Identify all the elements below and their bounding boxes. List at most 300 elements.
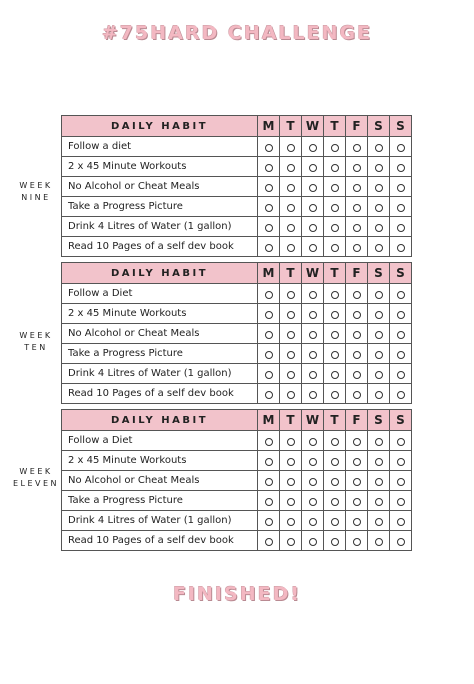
day-cell bbox=[368, 491, 390, 511]
checkbox-circle-icon[interactable] bbox=[309, 351, 317, 359]
checkbox-circle-icon[interactable] bbox=[265, 224, 273, 232]
day-cell bbox=[368, 237, 390, 257]
checkbox-circle-icon[interactable] bbox=[353, 371, 361, 379]
day-cell bbox=[390, 384, 412, 404]
day-cell bbox=[280, 431, 302, 451]
checkbox-circle-icon[interactable] bbox=[287, 144, 295, 152]
checkbox-circle-icon[interactable] bbox=[287, 498, 295, 506]
checkbox-circle-icon[interactable] bbox=[375, 204, 383, 212]
day-header: M bbox=[258, 116, 280, 137]
checkbox-circle-icon[interactable] bbox=[353, 538, 361, 546]
checkbox-circle-icon[interactable] bbox=[375, 438, 383, 446]
finished-banner: FINISHED! bbox=[172, 583, 302, 605]
checkbox-circle-icon[interactable] bbox=[353, 184, 361, 192]
day-cell bbox=[324, 197, 346, 217]
day-header: M bbox=[258, 263, 280, 284]
daily-habit-header: DAILY HABIT bbox=[62, 116, 258, 137]
day-header: F bbox=[346, 116, 368, 137]
checkbox-circle-icon[interactable] bbox=[309, 164, 317, 172]
checkbox-circle-icon[interactable] bbox=[287, 351, 295, 359]
day-cell bbox=[280, 344, 302, 364]
checkbox-circle-icon[interactable] bbox=[375, 458, 383, 466]
table-row bbox=[62, 491, 412, 511]
checkbox-circle-icon[interactable] bbox=[309, 538, 317, 546]
day-cell bbox=[280, 531, 302, 551]
week-label-line: WEEK bbox=[19, 331, 53, 340]
checkbox-circle-icon[interactable] bbox=[353, 331, 361, 339]
day-cell bbox=[302, 471, 324, 491]
checkbox-circle-icon[interactable] bbox=[375, 538, 383, 546]
week-label-line: NINE bbox=[21, 193, 51, 202]
checkbox-circle-icon[interactable] bbox=[397, 478, 405, 486]
habit-name: Follow a Diet bbox=[62, 284, 258, 304]
checkbox-circle-icon[interactable] bbox=[287, 164, 295, 172]
day-cell bbox=[390, 137, 412, 157]
checkbox-circle-icon[interactable] bbox=[309, 458, 317, 466]
checkbox-circle-icon[interactable] bbox=[265, 438, 273, 446]
checkbox-circle-icon[interactable] bbox=[375, 244, 383, 252]
day-header: S bbox=[368, 263, 390, 284]
checkbox-circle-icon[interactable] bbox=[265, 164, 273, 172]
day-cell bbox=[258, 384, 280, 404]
checkbox-circle-icon[interactable] bbox=[331, 291, 339, 299]
day-cell bbox=[280, 217, 302, 237]
day-header: W bbox=[302, 410, 324, 431]
day-cell bbox=[324, 451, 346, 471]
day-header: S bbox=[390, 263, 412, 284]
day-cell bbox=[390, 197, 412, 217]
checkbox-circle-icon[interactable] bbox=[287, 538, 295, 546]
checkbox-circle-icon[interactable] bbox=[309, 184, 317, 192]
day-cell bbox=[258, 157, 280, 177]
checkbox-circle-icon[interactable] bbox=[375, 291, 383, 299]
day-cell bbox=[390, 364, 412, 384]
day-cell bbox=[280, 177, 302, 197]
checkbox-circle-icon[interactable] bbox=[265, 498, 273, 506]
day-cell bbox=[258, 364, 280, 384]
checkbox-circle-icon[interactable] bbox=[375, 144, 383, 152]
day-cell bbox=[346, 157, 368, 177]
habit-name: Drink 4 Litres of Water (1 gallon) bbox=[62, 217, 258, 237]
day-cell bbox=[258, 197, 280, 217]
checkbox-circle-icon[interactable] bbox=[287, 371, 295, 379]
table-row bbox=[62, 471, 412, 491]
checkbox-circle-icon[interactable] bbox=[331, 371, 339, 379]
page-title: #75HARD CHALLENGE bbox=[101, 22, 373, 44]
habit-name: Drink 4 Litres of Water (1 gallon) bbox=[62, 511, 258, 531]
habit-name: Read 10 Pages of a self dev book bbox=[62, 384, 258, 404]
table-row bbox=[62, 531, 412, 551]
checkbox-circle-icon[interactable] bbox=[309, 498, 317, 506]
week-label-line: ELEVEN bbox=[12, 479, 60, 488]
day-cell bbox=[258, 237, 280, 257]
day-cell bbox=[302, 217, 324, 237]
table-row bbox=[62, 344, 412, 364]
checkbox-circle-icon[interactable] bbox=[353, 244, 361, 252]
checkbox-circle-icon[interactable] bbox=[287, 204, 295, 212]
table-row bbox=[62, 431, 412, 451]
day-cell bbox=[346, 384, 368, 404]
day-cell bbox=[390, 157, 412, 177]
day-cell bbox=[346, 217, 368, 237]
day-cell bbox=[258, 324, 280, 344]
checkbox-circle-icon[interactable] bbox=[265, 351, 273, 359]
checkbox-circle-icon[interactable] bbox=[287, 184, 295, 192]
checkbox-circle-icon[interactable] bbox=[397, 204, 405, 212]
checkbox-circle-icon[interactable] bbox=[265, 184, 273, 192]
checkbox-circle-icon[interactable] bbox=[265, 204, 273, 212]
checkbox-circle-icon[interactable] bbox=[331, 244, 339, 252]
day-cell bbox=[258, 451, 280, 471]
checkbox-circle-icon[interactable] bbox=[309, 144, 317, 152]
checkbox-circle-icon[interactable] bbox=[287, 311, 295, 319]
checkbox-circle-icon[interactable] bbox=[397, 458, 405, 466]
checkbox-circle-icon[interactable] bbox=[375, 478, 383, 486]
checkbox-circle-icon[interactable] bbox=[265, 391, 273, 399]
table-header-row bbox=[62, 263, 412, 284]
day-cell bbox=[324, 157, 346, 177]
checkbox-circle-icon[interactable] bbox=[397, 518, 405, 526]
table-row bbox=[62, 217, 412, 237]
day-cell bbox=[324, 324, 346, 344]
day-cell bbox=[302, 237, 324, 257]
day-cell bbox=[390, 177, 412, 197]
day-cell bbox=[346, 237, 368, 257]
checkbox-circle-icon[interactable] bbox=[309, 204, 317, 212]
checkbox-circle-icon[interactable] bbox=[331, 311, 339, 319]
checkbox-circle-icon[interactable] bbox=[353, 224, 361, 232]
habit-name: Read 10 Pages of a self dev book bbox=[62, 237, 258, 257]
day-cell bbox=[346, 451, 368, 471]
checkbox-circle-icon[interactable] bbox=[287, 438, 295, 446]
day-cell bbox=[258, 471, 280, 491]
checkbox-circle-icon[interactable] bbox=[397, 371, 405, 379]
table-row bbox=[62, 284, 412, 304]
checkbox-circle-icon[interactable] bbox=[309, 224, 317, 232]
week-label-line: WEEK bbox=[19, 181, 53, 190]
day-cell bbox=[280, 284, 302, 304]
checkbox-circle-icon[interactable] bbox=[331, 478, 339, 486]
day-cell bbox=[346, 431, 368, 451]
day-cell bbox=[324, 364, 346, 384]
day-cell bbox=[324, 531, 346, 551]
day-cell bbox=[258, 137, 280, 157]
habit-name: No Alcohol or Cheat Meals bbox=[62, 324, 258, 344]
table-row bbox=[62, 364, 412, 384]
habit-name: Take a Progress Picture bbox=[62, 197, 258, 217]
day-cell bbox=[302, 177, 324, 197]
day-cell bbox=[390, 237, 412, 257]
day-cell bbox=[280, 364, 302, 384]
habit-table-week-eleven bbox=[61, 409, 412, 551]
checkbox-circle-icon[interactable] bbox=[331, 351, 339, 359]
checkbox-circle-icon[interactable] bbox=[397, 164, 405, 172]
checkbox-circle-icon[interactable] bbox=[375, 391, 383, 399]
checkbox-circle-icon[interactable] bbox=[309, 391, 317, 399]
checkbox-circle-icon[interactable] bbox=[287, 518, 295, 526]
checkbox-circle-icon[interactable] bbox=[397, 224, 405, 232]
day-cell bbox=[368, 384, 390, 404]
checkbox-circle-icon[interactable] bbox=[309, 371, 317, 379]
checkbox-circle-icon[interactable] bbox=[375, 184, 383, 192]
checkbox-circle-icon[interactable] bbox=[331, 331, 339, 339]
checkbox-circle-icon[interactable] bbox=[353, 144, 361, 152]
checkbox-circle-icon[interactable] bbox=[353, 164, 361, 172]
table-row bbox=[62, 137, 412, 157]
day-cell bbox=[302, 157, 324, 177]
checkbox-circle-icon[interactable] bbox=[353, 438, 361, 446]
checkbox-circle-icon[interactable] bbox=[375, 311, 383, 319]
checkbox-circle-icon[interactable] bbox=[265, 478, 273, 486]
day-cell bbox=[258, 531, 280, 551]
day-header: W bbox=[302, 263, 324, 284]
day-cell bbox=[346, 531, 368, 551]
day-cell bbox=[390, 431, 412, 451]
day-cell bbox=[280, 324, 302, 344]
checkbox-circle-icon[interactable] bbox=[353, 391, 361, 399]
checkbox-circle-icon[interactable] bbox=[375, 331, 383, 339]
habit-name: Follow a Diet bbox=[62, 431, 258, 451]
checkbox-circle-icon[interactable] bbox=[287, 291, 295, 299]
day-cell bbox=[302, 531, 324, 551]
checkbox-circle-icon[interactable] bbox=[331, 458, 339, 466]
checkbox-circle-icon[interactable] bbox=[287, 391, 295, 399]
habit-name: Read 10 Pages of a self dev book bbox=[62, 531, 258, 551]
checkbox-circle-icon[interactable] bbox=[287, 478, 295, 486]
day-cell bbox=[280, 197, 302, 217]
day-cell bbox=[346, 284, 368, 304]
checkbox-circle-icon[interactable] bbox=[375, 371, 383, 379]
checkbox-circle-icon[interactable] bbox=[397, 291, 405, 299]
day-cell bbox=[368, 531, 390, 551]
checkbox-circle-icon[interactable] bbox=[309, 331, 317, 339]
checkbox-circle-icon[interactable] bbox=[265, 371, 273, 379]
habit-table-week-ten bbox=[61, 262, 412, 404]
day-cell bbox=[258, 491, 280, 511]
habit-name: Take a Progress Picture bbox=[62, 491, 258, 511]
day-cell bbox=[280, 157, 302, 177]
day-cell bbox=[302, 197, 324, 217]
day-cell bbox=[302, 384, 324, 404]
day-cell bbox=[258, 431, 280, 451]
checkbox-circle-icon[interactable] bbox=[331, 184, 339, 192]
checkbox-circle-icon[interactable] bbox=[353, 478, 361, 486]
table-row bbox=[62, 324, 412, 344]
day-cell bbox=[368, 324, 390, 344]
checkbox-circle-icon[interactable] bbox=[265, 538, 273, 546]
checkbox-circle-icon[interactable] bbox=[397, 498, 405, 506]
day-cell bbox=[324, 431, 346, 451]
day-cell bbox=[324, 344, 346, 364]
checkbox-circle-icon[interactable] bbox=[397, 538, 405, 546]
checkbox-circle-icon[interactable] bbox=[353, 458, 361, 466]
checkbox-circle-icon[interactable] bbox=[353, 311, 361, 319]
checkbox-circle-icon[interactable] bbox=[397, 391, 405, 399]
checkbox-circle-icon[interactable] bbox=[265, 311, 273, 319]
day-cell bbox=[258, 177, 280, 197]
checkbox-circle-icon[interactable] bbox=[265, 291, 273, 299]
day-cell bbox=[324, 511, 346, 531]
day-cell bbox=[346, 471, 368, 491]
habit-name: No Alcohol or Cheat Meals bbox=[62, 471, 258, 491]
day-cell bbox=[390, 217, 412, 237]
day-cell bbox=[280, 137, 302, 157]
day-cell bbox=[390, 451, 412, 471]
day-cell bbox=[302, 491, 324, 511]
day-cell bbox=[390, 511, 412, 531]
day-cell bbox=[324, 384, 346, 404]
habit-table-week-nine bbox=[61, 115, 412, 257]
daily-habit-header: DAILY HABIT bbox=[62, 410, 258, 431]
day-cell bbox=[302, 324, 324, 344]
checkbox-circle-icon[interactable] bbox=[397, 351, 405, 359]
checkbox-circle-icon[interactable] bbox=[265, 144, 273, 152]
day-cell bbox=[280, 237, 302, 257]
day-header: F bbox=[346, 410, 368, 431]
checkbox-circle-icon[interactable] bbox=[397, 331, 405, 339]
checkbox-circle-icon[interactable] bbox=[353, 291, 361, 299]
day-cell bbox=[390, 284, 412, 304]
day-cell bbox=[324, 217, 346, 237]
day-cell bbox=[258, 344, 280, 364]
day-header: W bbox=[302, 116, 324, 137]
checkbox-circle-icon[interactable] bbox=[309, 244, 317, 252]
table-row bbox=[62, 384, 412, 404]
checkbox-circle-icon[interactable] bbox=[287, 331, 295, 339]
week-label-eleven bbox=[8, 466, 64, 490]
checkbox-circle-icon[interactable] bbox=[353, 351, 361, 359]
checkbox-circle-icon[interactable] bbox=[375, 164, 383, 172]
day-cell bbox=[324, 284, 346, 304]
checkbox-circle-icon[interactable] bbox=[397, 438, 405, 446]
day-cell bbox=[346, 137, 368, 157]
checkbox-circle-icon[interactable] bbox=[265, 331, 273, 339]
habit-name: Follow a diet bbox=[62, 137, 258, 157]
day-cell bbox=[280, 491, 302, 511]
day-cell bbox=[390, 531, 412, 551]
checkbox-circle-icon[interactable] bbox=[331, 164, 339, 172]
checkbox-circle-icon[interactable] bbox=[287, 244, 295, 252]
checkbox-circle-icon[interactable] bbox=[309, 291, 317, 299]
checkbox-circle-icon[interactable] bbox=[331, 204, 339, 212]
checkbox-circle-icon[interactable] bbox=[287, 458, 295, 466]
table-row bbox=[62, 237, 412, 257]
day-cell bbox=[258, 284, 280, 304]
day-header: S bbox=[368, 116, 390, 137]
day-cell bbox=[280, 384, 302, 404]
day-header: S bbox=[368, 410, 390, 431]
day-cell bbox=[390, 491, 412, 511]
checkbox-circle-icon[interactable] bbox=[397, 184, 405, 192]
checkbox-circle-icon[interactable] bbox=[375, 518, 383, 526]
week-label-ten bbox=[8, 330, 64, 354]
day-header: T bbox=[280, 116, 302, 137]
day-cell bbox=[324, 237, 346, 257]
day-cell bbox=[368, 431, 390, 451]
day-header: T bbox=[280, 410, 302, 431]
checkbox-circle-icon[interactable] bbox=[265, 458, 273, 466]
day-cell bbox=[346, 344, 368, 364]
checkbox-circle-icon[interactable] bbox=[331, 391, 339, 399]
day-cell bbox=[280, 511, 302, 531]
checkbox-circle-icon[interactable] bbox=[331, 224, 339, 232]
day-cell bbox=[258, 511, 280, 531]
day-header: T bbox=[324, 116, 346, 137]
checkbox-circle-icon[interactable] bbox=[309, 478, 317, 486]
day-cell bbox=[302, 304, 324, 324]
checkbox-circle-icon[interactable] bbox=[287, 224, 295, 232]
day-header: S bbox=[390, 410, 412, 431]
checkbox-circle-icon[interactable] bbox=[309, 518, 317, 526]
day-cell bbox=[368, 511, 390, 531]
checkbox-circle-icon[interactable] bbox=[375, 351, 383, 359]
checkbox-circle-icon[interactable] bbox=[265, 244, 273, 252]
day-cell bbox=[280, 451, 302, 471]
day-cell bbox=[302, 137, 324, 157]
day-header: S bbox=[390, 116, 412, 137]
day-cell bbox=[346, 197, 368, 217]
checkbox-circle-icon[interactable] bbox=[265, 518, 273, 526]
day-cell bbox=[258, 304, 280, 324]
checkbox-circle-icon[interactable] bbox=[331, 498, 339, 506]
day-cell bbox=[368, 197, 390, 217]
table-row bbox=[62, 177, 412, 197]
day-cell bbox=[324, 177, 346, 197]
checkbox-circle-icon[interactable] bbox=[309, 438, 317, 446]
habit-name: 2 x 45 Minute Workouts bbox=[62, 451, 258, 471]
day-cell bbox=[368, 344, 390, 364]
day-cell bbox=[368, 177, 390, 197]
week-label-nine bbox=[8, 180, 64, 204]
day-cell bbox=[368, 284, 390, 304]
day-header: F bbox=[346, 263, 368, 284]
checkbox-circle-icon[interactable] bbox=[375, 224, 383, 232]
checkbox-circle-icon[interactable] bbox=[331, 518, 339, 526]
day-cell bbox=[346, 304, 368, 324]
table-row bbox=[62, 304, 412, 324]
day-cell bbox=[324, 491, 346, 511]
checkbox-circle-icon[interactable] bbox=[397, 311, 405, 319]
daily-habit-header: DAILY HABIT bbox=[62, 263, 258, 284]
checkbox-circle-icon[interactable] bbox=[353, 204, 361, 212]
day-cell bbox=[302, 511, 324, 531]
week-label-line: WEEK bbox=[19, 467, 53, 476]
day-cell bbox=[368, 364, 390, 384]
day-cell bbox=[368, 304, 390, 324]
day-cell bbox=[368, 471, 390, 491]
checkbox-circle-icon[interactable] bbox=[353, 498, 361, 506]
checkbox-circle-icon[interactable] bbox=[331, 144, 339, 152]
table-header-row bbox=[62, 116, 412, 137]
day-cell bbox=[302, 344, 324, 364]
day-header: M bbox=[258, 410, 280, 431]
habit-name: No Alcohol or Cheat Meals bbox=[62, 177, 258, 197]
checkbox-circle-icon[interactable] bbox=[309, 311, 317, 319]
checkbox-circle-icon[interactable] bbox=[397, 144, 405, 152]
day-cell bbox=[324, 471, 346, 491]
day-header: T bbox=[324, 263, 346, 284]
day-cell bbox=[324, 304, 346, 324]
checkbox-circle-icon[interactable] bbox=[397, 244, 405, 252]
day-header: T bbox=[280, 263, 302, 284]
checkbox-circle-icon[interactable] bbox=[331, 438, 339, 446]
checkbox-circle-icon[interactable] bbox=[375, 498, 383, 506]
table-row bbox=[62, 511, 412, 531]
day-cell bbox=[390, 344, 412, 364]
checkbox-circle-icon[interactable] bbox=[353, 518, 361, 526]
checkbox-circle-icon[interactable] bbox=[331, 538, 339, 546]
day-cell bbox=[280, 471, 302, 491]
